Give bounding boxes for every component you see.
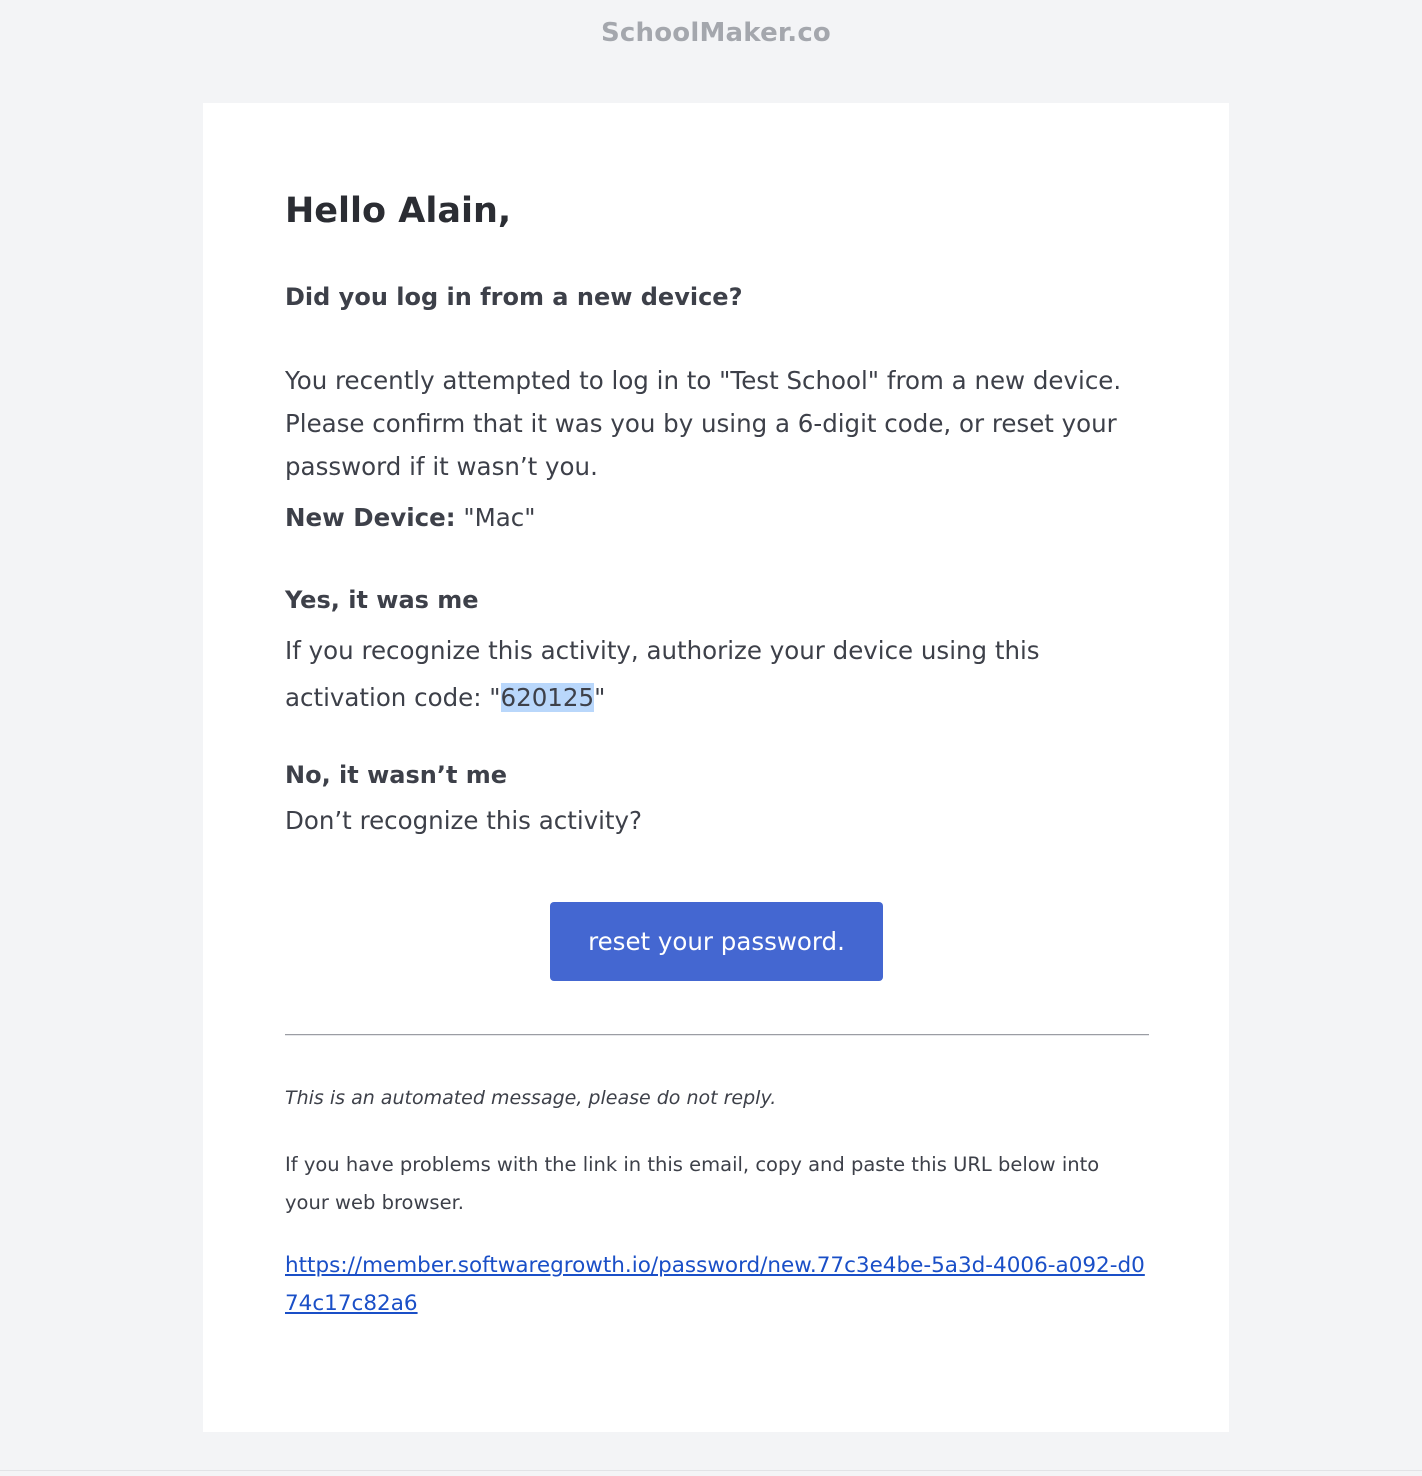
device-label: New Device: xyxy=(285,503,456,532)
brand-logo-text: SchoolMaker.co xyxy=(601,18,831,48)
reset-password-url-link[interactable]: https://member.softwaregrowth.io/password/new.77c3e4be-5a3d-4006-a092-d074c17c82a6 xyxy=(285,1253,1145,1316)
device-value: "Mac" xyxy=(463,503,536,532)
no-section-title: No, it wasn’t me xyxy=(285,761,508,789)
yes-body-suffix: " xyxy=(594,683,606,712)
yes-section-body xyxy=(285,627,1149,721)
yes-section-title: Yes, it was me xyxy=(285,586,479,614)
page-bottom-border xyxy=(0,1470,1422,1471)
automated-message-note: This is an automated message, please do not reply. xyxy=(285,1087,777,1109)
device-info xyxy=(285,503,536,532)
reset-password-button[interactable]: reset your password. xyxy=(550,902,883,981)
yes-body-prefix: If you recognize this activity, authorize your device using this activation code: " xyxy=(285,636,1040,712)
new-device-question: Did you log in from a new device? xyxy=(285,283,743,311)
activation-code: 620125 xyxy=(500,683,595,712)
email-card xyxy=(203,103,1229,1432)
link-problems-text: If you have problems with the link in this email, copy and paste this URL below into your web browser. xyxy=(285,1153,1100,1214)
intro-paragraph: You recently attempted to log in to "Test School" from a new device. Please confirm that it was you by using a 6-digit code, or reset your password if it wasn’t you. xyxy=(285,366,1122,481)
no-section-body: Don’t recognize this activity? xyxy=(285,806,643,835)
footer-divider xyxy=(285,1034,1149,1036)
greeting-heading: Hello Alain, xyxy=(285,191,512,231)
